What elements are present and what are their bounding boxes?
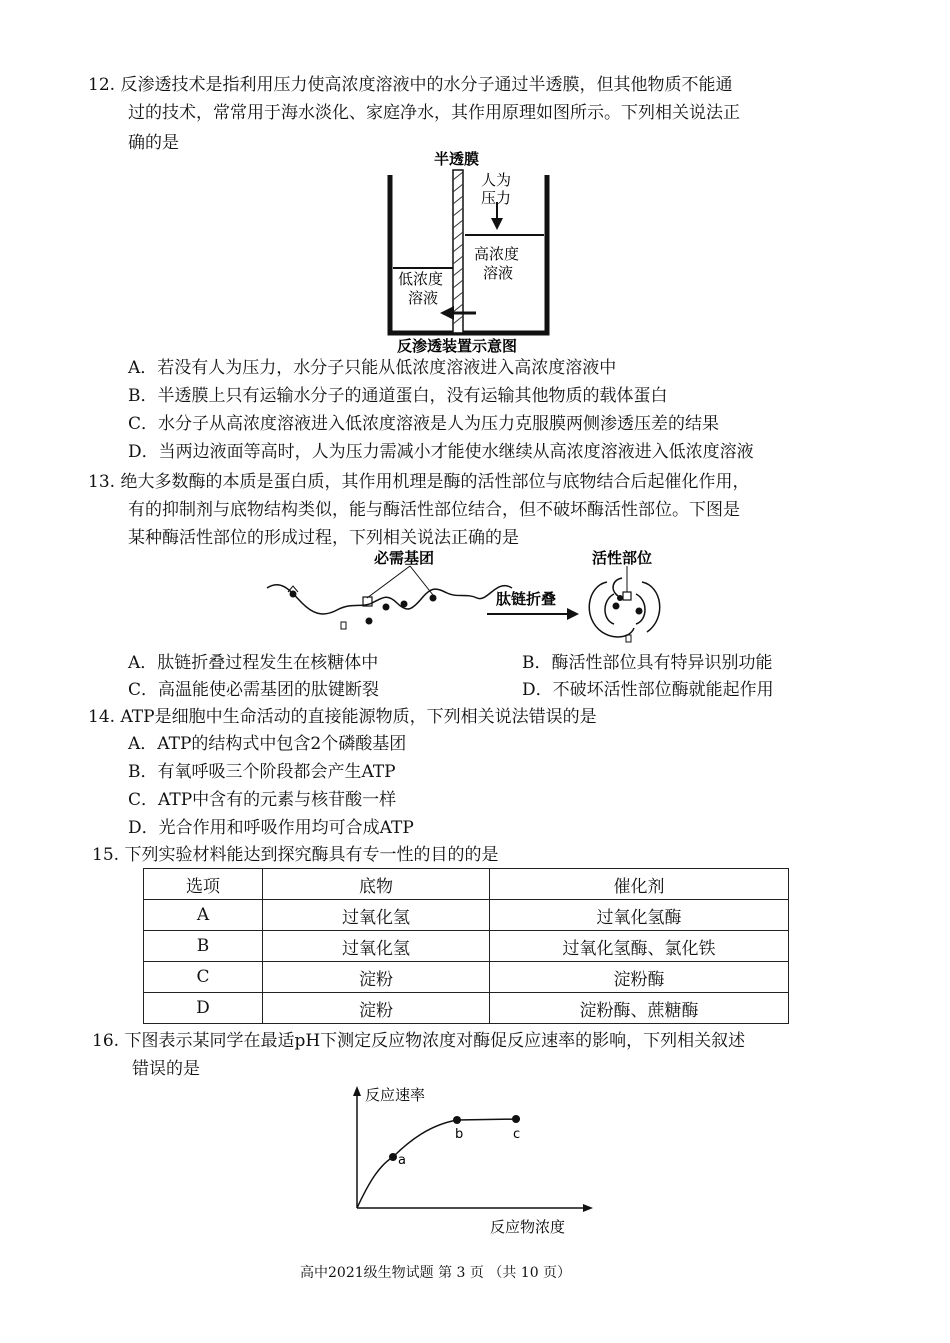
q12-container: [390, 175, 547, 333]
table-cell: D: [144, 993, 263, 1024]
page-footer: 高中2021级生物试题 第 3 页 （共 10 页）: [300, 1265, 572, 1281]
table-cell: C: [144, 962, 263, 993]
table-cell: 淀粉: [263, 993, 490, 1024]
membrane-label: 半透膜: [434, 150, 480, 168]
header-option: 选项: [144, 869, 263, 900]
x-axis-arrow: [583, 1204, 593, 1212]
group-dot: [366, 618, 373, 625]
peptide-chain: [267, 585, 512, 614]
pressure-arrow: [491, 218, 503, 230]
header-substrate: 底物: [263, 869, 490, 900]
group-label: 必需基团: [374, 549, 435, 567]
folded-enzyme: [589, 578, 659, 637]
header-catalyst: 催化剂: [490, 869, 789, 900]
high-label-1: 高浓度: [474, 245, 520, 263]
pressure-label-2: 压力: [481, 189, 512, 207]
x-axis-label: 反应物浓度: [490, 1218, 566, 1236]
figure-caption: 反渗透装置示意图: [397, 337, 518, 355]
group-dot: [290, 591, 297, 598]
q14-option-a: A．ATP的结构式中包含2个磷酸基团: [128, 734, 407, 754]
low-label-2: 溶液: [408, 289, 439, 307]
table-cell: 过氧化氢酶: [490, 900, 789, 931]
table-row: [144, 962, 789, 993]
group-dot: [401, 601, 408, 608]
site-dot: [613, 603, 620, 610]
low-label-1: 低浓度: [398, 270, 444, 288]
q13-line1: 13. 绝大多数酶的本质是蛋白质，其作用机理是酶的活性部位与底物结合后起催化作用，: [88, 472, 750, 492]
site-dot: [636, 608, 643, 615]
q14-option-c: C．ATP中含有的元素与核苷酸一样: [128, 790, 397, 810]
high-label-2: 溶液: [483, 264, 514, 282]
q13-option-b: B．酶活性部位具有特异识别功能: [522, 653, 773, 673]
table-cell: B: [144, 931, 263, 962]
point-b-label: b: [455, 1127, 464, 1142]
q16-line1: 16. 下图表示某同学在最适pH下测定反应物浓度对酶促反应速率的影响，下列相关叙述: [92, 1031, 746, 1051]
q12-figure: [380, 150, 560, 355]
site-rect: [623, 592, 631, 600]
table-row: [144, 993, 789, 1024]
q14-option-d: D．光合作用和呼吸作用均可合成ATP: [128, 818, 414, 838]
table-cell: 过氧化氢: [263, 931, 490, 962]
rate-curve: [357, 1119, 520, 1208]
table-header-row: [144, 869, 789, 900]
q14-option-b: B．有氧呼吸三个阶段都会产生ATP: [128, 762, 396, 782]
q13-line3: 某种酶活性部位的形成过程，下列相关说法正确的是: [128, 528, 519, 548]
site-dot: [617, 595, 623, 601]
q16-figure: [345, 1080, 605, 1240]
table-cell: 淀粉酶: [490, 962, 789, 993]
group-rect: [341, 622, 346, 629]
pressure-label-1: 人为: [481, 171, 512, 189]
point-a: [389, 1153, 397, 1161]
q12-option-c: C．水分子从高浓度溶液进入低浓度溶液是人为压力克服膜两侧渗透压差的结果: [128, 414, 720, 434]
q13-option-d: D．不破坏活性部位酶就能起作用: [522, 680, 774, 700]
q15-table: [143, 868, 789, 1024]
q13-line2: 有的抑制剂与底物结构类似，能与酶活性部位结合，但不破坏酶活性部位。下图是: [128, 500, 740, 520]
fold-label: 肽链折叠: [496, 590, 557, 608]
q13-figure: [262, 548, 692, 648]
point-c: [512, 1115, 520, 1123]
q12-option-d: D．当两边液面等高时，人为压力需减小才能使水继续从高浓度溶液进入低浓度溶液: [128, 442, 754, 462]
q13-option-c: C．高温能使必需基团的肽键断裂: [128, 680, 380, 700]
q12-option-b: B．半透膜上只有运输水分子的通道蛋白，没有运输其他物质的载体蛋白: [128, 386, 668, 406]
group-dot: [383, 604, 390, 611]
q13-option-a: A．肽链折叠过程发生在核糖体中: [128, 653, 379, 673]
point-b: [453, 1116, 461, 1124]
table-row: [144, 900, 789, 931]
y-axis-arrow: [353, 1086, 361, 1096]
table-cell: 过氧化氢: [263, 900, 490, 931]
q15-line1: 15. 下列实验材料能达到探究酶具有专一性的目的的是: [92, 845, 499, 865]
table-cell: 淀粉: [263, 962, 490, 993]
table-cell: A: [144, 900, 263, 931]
table-cell: 过氧化氢酶、氯化铁: [490, 931, 789, 962]
q12-option-a: A．若没有人为压力，水分子只能从低浓度溶液进入高浓度溶液中: [128, 358, 617, 378]
q12-line1: 12. 反渗透技术是指利用压力使高浓度溶液中的水分子通过半透膜，但其他物质不能通: [88, 75, 733, 95]
q16-line2: 错误的是: [132, 1059, 200, 1079]
group-dot: [430, 595, 437, 602]
site-label: 活性部位: [592, 549, 653, 567]
fold-arrow: [567, 608, 579, 620]
table-cell: 淀粉酶、蔗糖酶: [490, 993, 789, 1024]
table-row: [144, 931, 789, 962]
q12-line3: 确的是: [128, 133, 179, 153]
q12-line2: 过的技术，常常用于海水淡化、家庭净水，其作用原理如图所示。下列相关说法正: [128, 103, 740, 123]
point-a-label: a: [398, 1153, 406, 1168]
point-c-label: c: [513, 1127, 521, 1142]
q14-line1: 14. ATP是细胞中生命活动的直接能源物质，下列相关说法错误的是: [88, 707, 597, 727]
y-axis-label: 反应速率: [365, 1086, 426, 1104]
flow-arrow: [440, 306, 454, 320]
